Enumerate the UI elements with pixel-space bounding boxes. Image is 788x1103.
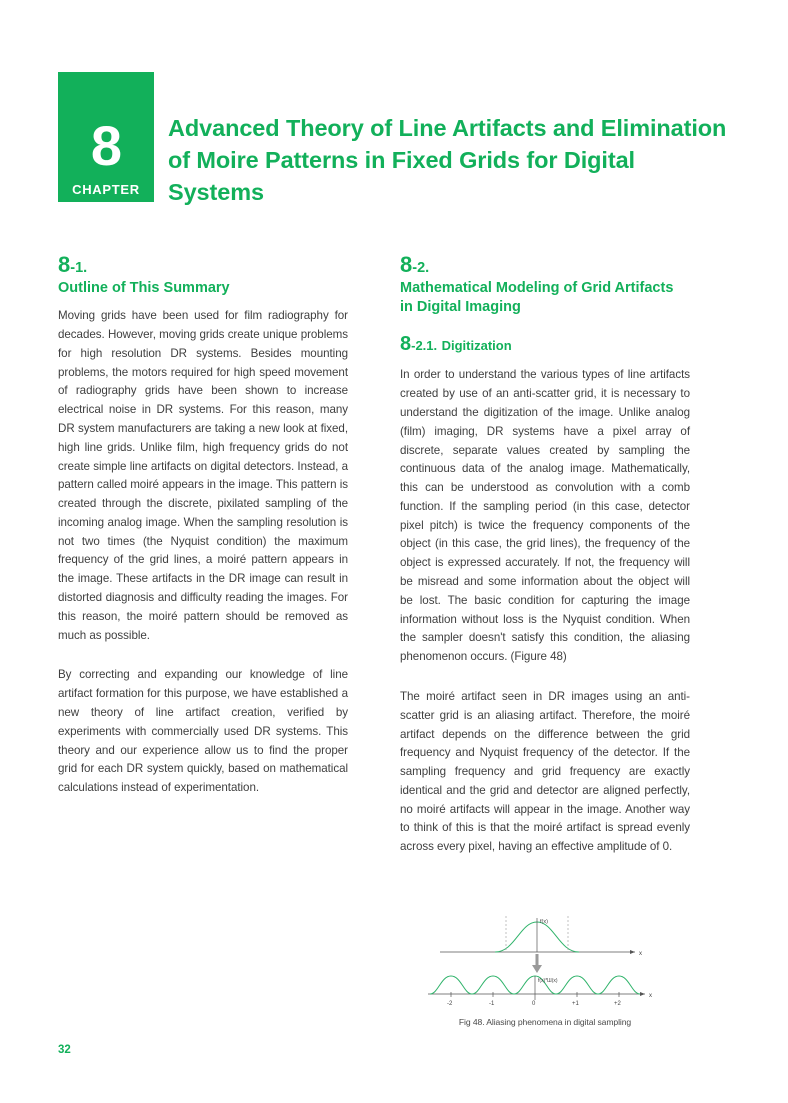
svg-text:0: 0 <box>532 1001 536 1007</box>
section-number-major: 8 <box>58 252 71 277</box>
svg-text:f(x)*Ш(x): f(x)*Ш(x) <box>538 978 558 984</box>
paragraph-spacer <box>58 658 348 666</box>
section-heading-left: Outline of This Summary <box>58 280 230 297</box>
paragraph: By correcting and expanding our knowledge of line artifact formation for this purpose, we have established a new theory of line artifact creation, verified by experiments with commercially used DR systems. This theory and our experience allow us to find the proper grid for each DR system quickly, based on mathematical calculations instead of experimentation. <box>58 668 348 795</box>
svg-text:x: x <box>649 993 652 999</box>
svg-text:+2: +2 <box>614 1001 621 1007</box>
section-number-right <box>400 253 690 277</box>
figure-caption: Fig 48. Aliasing phenomena in digital sampling <box>458 1017 632 1027</box>
chapter-label: CHAPTER <box>72 182 140 197</box>
chapter-badge <box>58 72 154 202</box>
subsection-number-minor: -2.1. <box>411 338 438 354</box>
chapter-header <box>58 72 730 206</box>
subsection-number-major: 8 <box>400 333 412 356</box>
svg-text:x: x <box>639 951 642 957</box>
chapter-title: Advanced Theory of Line Artifacts and Elimination of Moire Patterns in Fixed Grids for Digital Systems <box>168 115 727 206</box>
section-number-left <box>58 253 348 277</box>
paragraph-spacer <box>400 680 690 688</box>
svg-text:f(x): f(x) <box>540 919 548 925</box>
right-column <box>400 253 690 857</box>
subsection-header <box>400 333 690 355</box>
svg-text:+1: +1 <box>572 1001 579 1007</box>
figure-48-graphic <box>420 912 670 1007</box>
paragraph: The moiré artifact seen in DR images using an anti-scatter grid is an aliasing artifact. Therefore, the moiré artifact depends on the difference between the grid frequency and Nyquist frequency of the detector. If the sampling frequency and grid frequency are exactly identical and the grid and detector are aligned perfectly, no moiré artifacts will appear in the image. Another way to think of this is that the moiré artifact is spread evenly across every pixel, having an effective amplitude of 0. <box>400 689 690 854</box>
svg-text:-1: -1 <box>489 1001 495 1007</box>
svg-text:-2: -2 <box>447 1001 453 1007</box>
paragraph: Moving grids have been used for film radiography for decades. However, moving grids create unique problems for high resolution DR systems. Besides mounting problems, the motors required for high speed movement of radiography grids have been shown to increase electrical noise in DR systems. For this reason, many DR system manufacturers are taking a new look at fixed, high line grids. Unlike film, high frequency grids do not create simple line artifacts on digital detectors. Instead, a pattern called moiré appears in the image. This pattern is created through the discrete, pixilated sampling of the incoming analog image. When the sampling resolution is not two times (the Nyquist condition) the maximum frequency of the grid lines, a moiré pattern appears in the image. These artifacts in the DR image can result in distorted diagnosis and difficulty reading the images. For this reason, the moiré pattern should be removed as much as possible. <box>58 309 348 642</box>
subsection-heading: Digitization <box>441 338 512 354</box>
figure-48 <box>400 912 690 1027</box>
section-number-minor: -2. <box>412 260 430 276</box>
section-number-major: 8 <box>400 252 413 277</box>
section-number-minor: -1. <box>70 260 88 276</box>
section-heading-right: Mathematical Modeling of Grid Artifacts in Digital Imaging <box>400 280 674 316</box>
left-column <box>58 253 348 798</box>
page-number: 32 <box>58 1044 71 1056</box>
chapter-number: 8 <box>90 114 122 177</box>
paragraph: In order to understand the various types of line artifacts created by use of an anti-scatter grid, it is necessary to understand the digitization of the image. Unlike analog (film) imaging, DR systems have a pixel array of discrete, separate values created by sampling the continuous data of the analog image. Mathematically, this can be understood as convolution with a comb function. If the sampling period (in this case, detector pixel pitch) is twice the frequency components of the object (in this case, the grid lines), the frequency of the object is expressed accurately. If not, the frequency will be misread and some information about the object will be lost. The basic condition for capturing the image information without loss is the Nyquist condition. When the sampler doesn't satisfy this condition, the aliasing phenomenon occurs. (Figure 48) <box>400 368 690 664</box>
subsection-number <box>400 333 690 355</box>
